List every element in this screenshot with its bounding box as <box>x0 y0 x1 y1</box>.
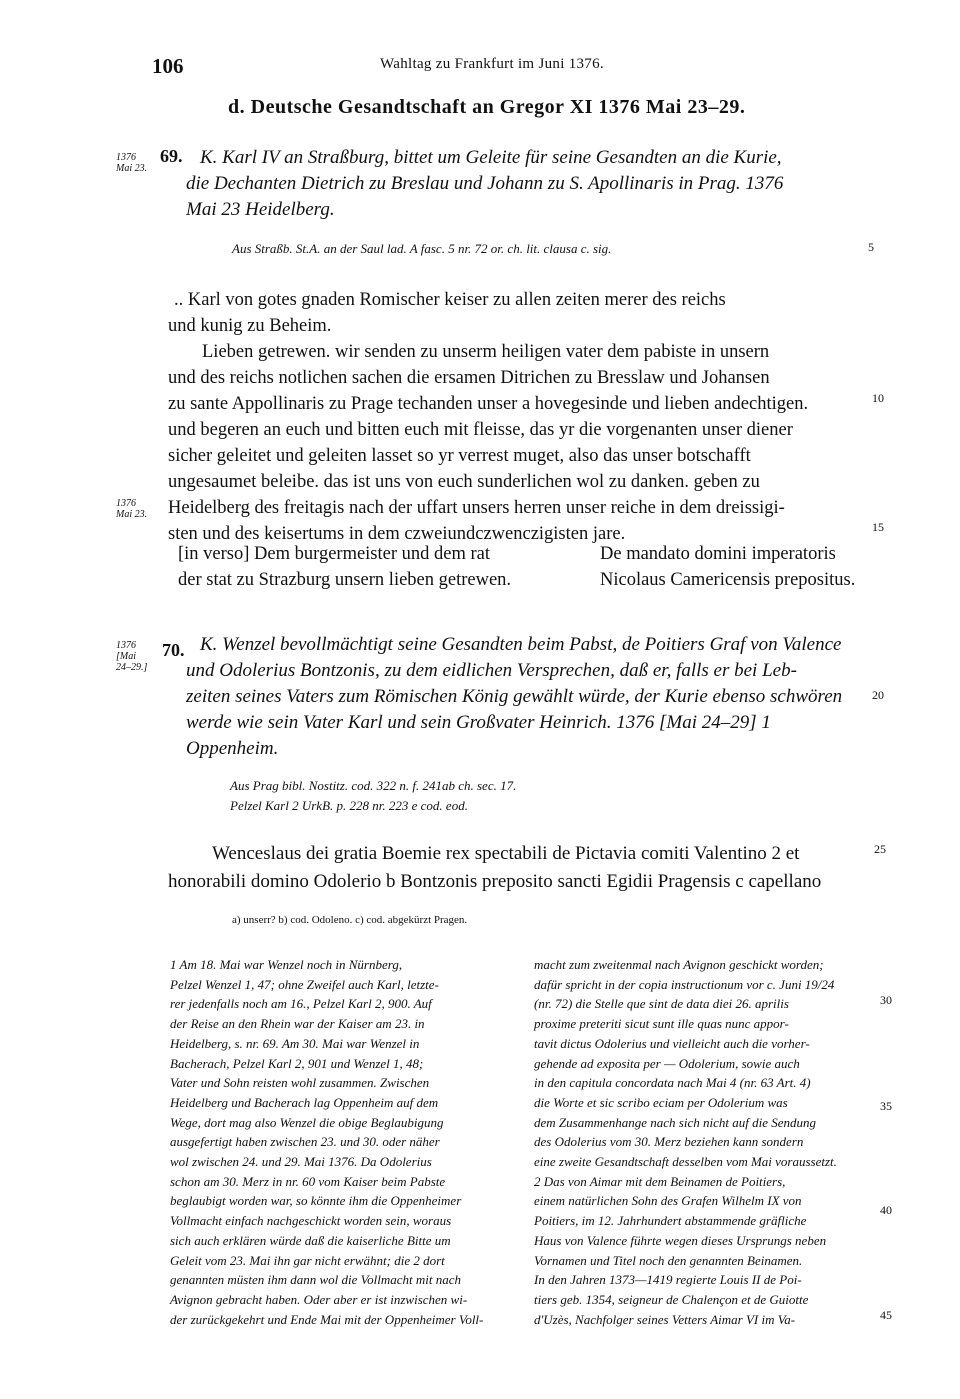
footnote-line: In den Jahren 1373—1419 regierte Louis II de Poi- <box>534 1272 802 1288</box>
margin-date-69-dating: 1376 Mai 23. <box>116 498 148 520</box>
footnote-line: 1 Am 18. Mai war Wenzel noch in Nürnberg, <box>170 957 403 972</box>
footnote-line: schon am 30. Merz in nr. 60 vom Kaiser beim Pabste <box>170 1173 446 1189</box>
line-number: 40 <box>880 1203 892 1217</box>
footnote-line: dem Zusammenhange nach sich nicht auf die Sendung <box>534 1114 816 1130</box>
regest-69: K. Karl IV an Straßburg, bittet um Geleite für seine Gesandten an die Kurie, die Dechanten Dietrich zu Breslau und Johann zu S. Apollinaris in Prag. 1376 Mai 23 Heidelberg. <box>186 147 784 220</box>
footnote-line: beglaubigt worden war, so könnte ihm die Oppenheimer <box>170 1193 462 1209</box>
letter-text-69: .. Karl von gotes gnaden Romischer keiser zu allen zeiten merer des reichs und kunig zu Beheim. Lieben getrewen. wir senden zu unserm heiligen vater dem pabiste in unsern und des reichs notlichen sachen die ersamen Ditrichen zu Bresslaw und Johansen zu sante Appollinaris zu Prage techanden unser a hovegesinde und lieben andechtigen. und begeren an euch und bitten euch mit fleisse, das yr die vorgenanten unser diener sicher geleitet und geleiten lasset so yr verrest muget, also das unser botschafft ungesaumet beleibe. das ist uns von euch sunderlichen wol zu danken. geben zu Heidelberg des freitagis nach der uffart unsers herren unser reiche in dem dreissigi- sten und des keisertums in dem czweiundczwenczigisten jare. <box>168 290 809 544</box>
footnote-line: Poitiers, im 12. Jahrhundert abstammende gräfliche <box>534 1213 807 1229</box>
footnote-line: der Reise an den Rhein war der Kaiser am 23. in <box>170 1016 425 1032</box>
line-number: 20 <box>872 688 884 702</box>
footnote-line: Haus von Valence führte wegen dieses Ursprungs neben <box>534 1232 827 1248</box>
footnote-line: 2 Das von Aimar mit dem Beinamen de Poitiers, <box>534 1173 786 1189</box>
footnote-line: einem natürlichen Sohn des Grafen Wilhelm IX von <box>534 1193 802 1209</box>
margin-date-70: 1376 [Mai 24–29.] <box>116 640 148 673</box>
footnote-line: in den capitula concordata nach Mai 4 (nr. 63 Art. 4) <box>534 1075 811 1091</box>
footnote-line: dafür spricht in der copia instructionum vor c. Juni 19/24 <box>534 976 835 992</box>
footnote-line: wol zwischen 24. und 29. Mai 1376. Da Odolerius <box>170 1154 432 1170</box>
footnote-line: sich auch erklären würde daß die kaiserliche Bitte um <box>170 1232 451 1248</box>
footnote-line: gehende ad exposita per — Odolerium, sowie auch <box>534 1055 800 1071</box>
line-number: 30 <box>880 993 892 1007</box>
margin-date-69: 1376 Mai 23. <box>116 152 148 174</box>
document-number-70: 70. <box>162 640 185 660</box>
page-number: 106 <box>152 54 184 78</box>
footnote-line: Geleit vom 23. Mai ihn gar nicht erwähnt; die 2 dort <box>170 1252 445 1268</box>
footnote-line: tiers geb. 1354, seigneur de Chalençon et de Guiotte <box>534 1291 809 1307</box>
footnote-line: genannten müsten ihm dann wol die Vollmacht mit nach <box>170 1272 462 1288</box>
address-verso: [in verso] Dem burgermeister und dem rat der stat zu Strazburg unsern lieben getrewen. <box>178 544 512 590</box>
footnote-line: Vater und Sohn reisten wohl zusammen. Zwischen <box>170 1075 430 1091</box>
regest-70: K. Wenzel bevollmächtigt seine Gesandten beim Pabst, de Poitiers Graf von Valence und Odolerius Bontzonis, zu dem eidlichen Versprechen, daß er, falls er bei Leb- zeiten seines Vaters zum Römischen König gewählt würde, der Kurie ebenso schwören werde wie sein Vater Karl und sein Großvater Heinrich. 1376 [Mai 24–29] 1 Oppenheim. <box>186 634 843 759</box>
text-variants: a) unserr? b) cod. Odoleno. c) cod. abgekürzt Pragen. <box>232 914 468 926</box>
document-number-69: 69. <box>160 146 183 166</box>
footnote-line: der zurückgekehrt und Ende Mai mit der Oppenheimer Voll- <box>170 1311 484 1327</box>
section-title: d. Deutsche Gesandtschaft an Gregor XI 1376 Mai 23–29. <box>228 96 746 118</box>
footnote-line: Vollmacht einfach nachgeschickt worden sein, woraus <box>170 1213 452 1229</box>
source-note-70: Aus Prag bibl. Nostitz. cod. 322 n. f. 241ab ch. sec. 17. Pelzel Karl 2 UrkB. p. 228 nr. 223 e cod. eod. <box>230 778 517 813</box>
footnote-line: die Worte et sic scribo eciam per Odolerium was <box>534 1094 788 1110</box>
footnote-line: eine zweite Gesandtschaft desselben vom Mai voraussetzt. <box>534 1154 837 1170</box>
line-number: 15 <box>872 520 884 534</box>
footnotes-left-column <box>170 955 525 1329</box>
footnote-line: d'Uzès, Nachfolger seines Vetters Aimar VI im Va- <box>534 1311 796 1327</box>
footnote-line: tavit dictus Odolerius und vielleicht auch die vorher- <box>534 1035 810 1051</box>
footnote-line: macht zum zweitenmal nach Avignon geschickt worden; <box>534 957 824 972</box>
footnote-line: rer jedenfalls noch am 16., Pelzel Karl 2, 900. Auf <box>170 996 432 1012</box>
footnote-line: proxime preteriti sicut sunt ille quas nunc appor- <box>534 1016 789 1032</box>
line-number: 45 <box>880 1308 892 1322</box>
footnote-line: ausgefertigt haben zwischen 23. und 30. oder näher <box>170 1134 440 1150</box>
footnote-line: Heidelberg und Bacherach lag Oppenheim auf dem <box>170 1094 439 1110</box>
letter-text-70: Wenceslaus dei gratia Boemie rex spectabili de Pictavia comiti Valentino 2 et honorabili domino Odolerio b Bontzonis preposito sancti Egidii Pragensis c capellano <box>168 843 822 892</box>
footnote-line: des Odolerius vom 30. Merz beziehen kann sondern <box>534 1134 804 1150</box>
line-number: 10 <box>872 391 884 405</box>
line-number: 35 <box>880 1099 892 1113</box>
line-number: 5 <box>868 240 874 254</box>
source-note-69: Aus Straßb. St.A. an der Saul lad. A fasc. 5 nr. 72 or. ch. lit. clausa c. sig. <box>232 241 612 256</box>
footnote-line: Heidelberg, s. nr. 69. Am 30. Mai war Wenzel in <box>170 1035 420 1051</box>
line-number: 25 <box>874 842 886 856</box>
chancery-note: De mandato domini imperatoris Nicolaus Camericensis prepositus. <box>600 544 856 590</box>
footnotes-right-column <box>534 955 874 1329</box>
footnote-line: Bacherach, Pelzel Karl 2, 901 und Wenzel 1, 48; <box>170 1055 424 1071</box>
footnote-line: Wege, dort mag also Wenzel die obige Beglaubigung <box>170 1114 444 1130</box>
footnote-line: (nr. 72) die Stelle que sint de data diei 26. aprilis <box>534 996 789 1012</box>
footnote-line: Pelzel Wenzel 1, 47; ohne Zweifel auch Karl, letzte- <box>170 976 439 992</box>
running-head: Wahltag zu Frankfurt im Juni 1376. <box>380 56 604 72</box>
footnote-line: Vornamen und Titel noch den genannten Beinamen. <box>534 1252 803 1268</box>
footnote-line: Avignon gebracht haben. Oder aber er ist inzwischen wi- <box>170 1291 468 1307</box>
